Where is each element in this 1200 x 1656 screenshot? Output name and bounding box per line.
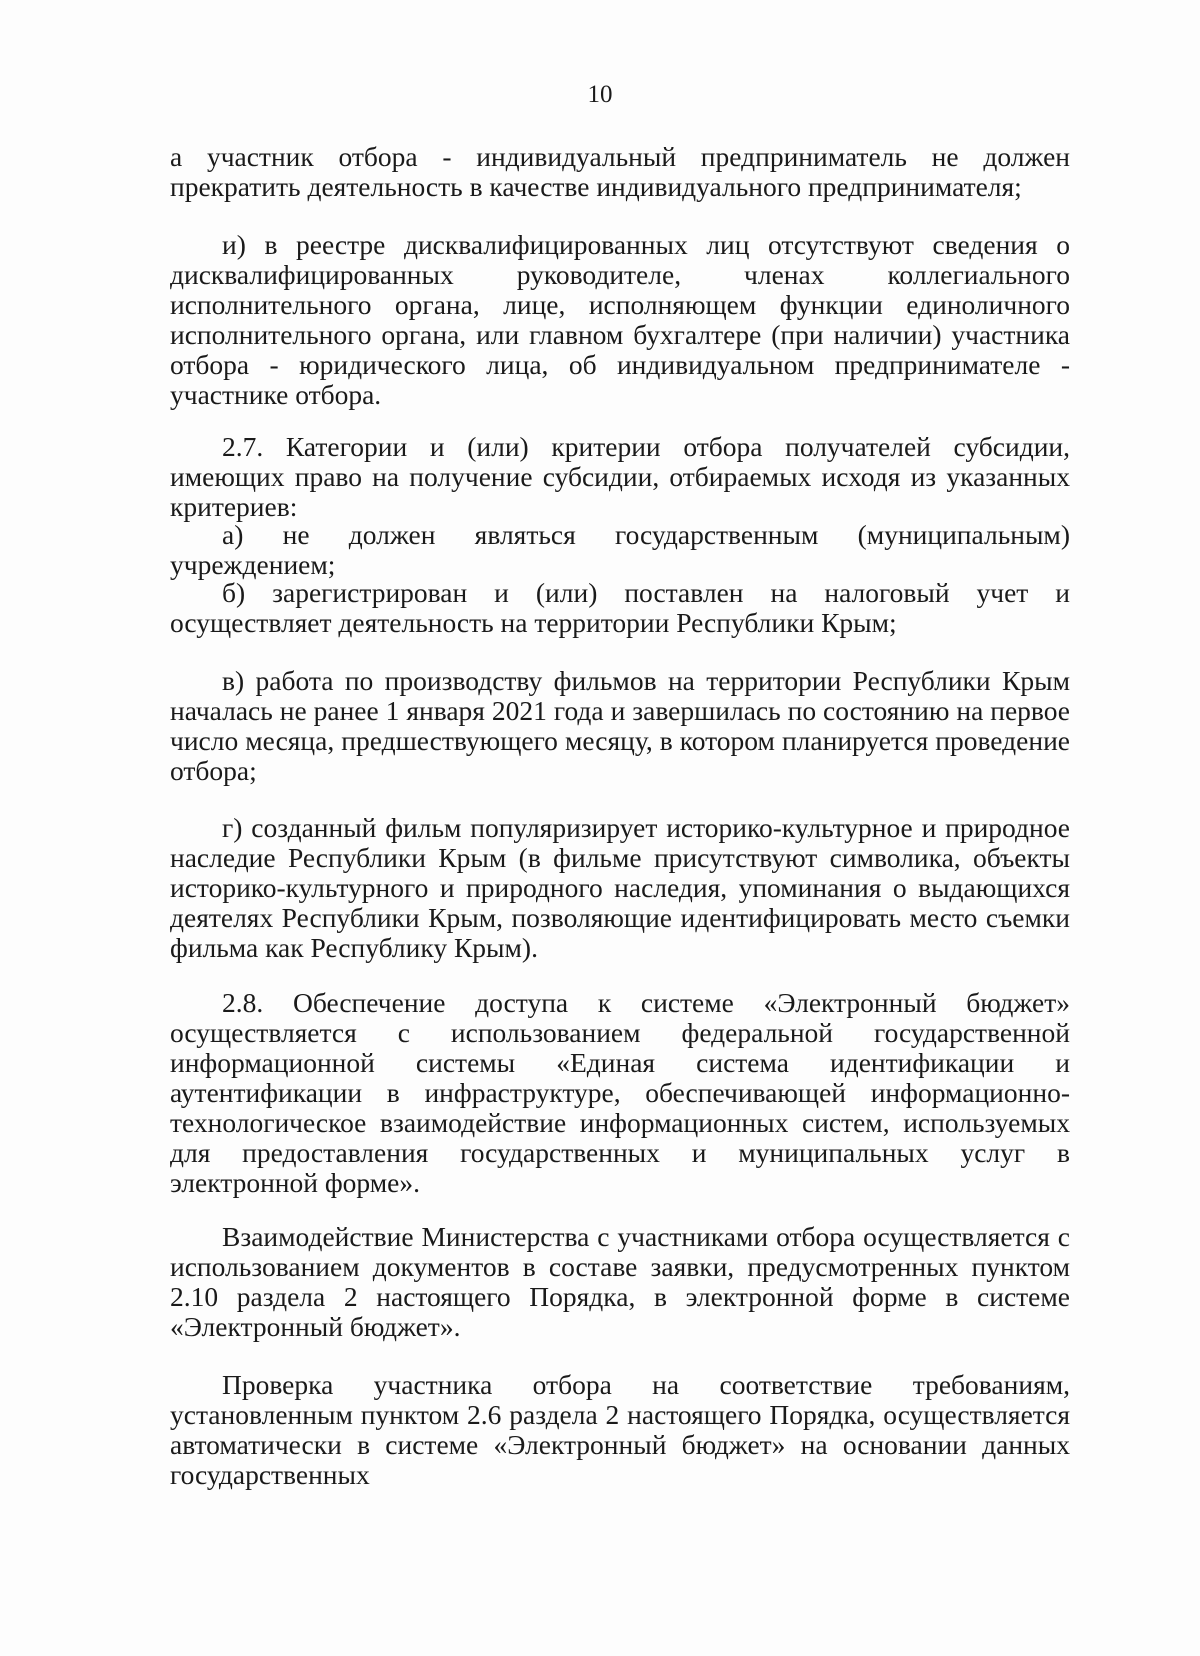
- paragraph-verification: Проверка участника отбора на соответствие требованиям, установленным пунктом 2.6 раздела 2 настоящего Порядка, осуществляется автоматически в системе «Электронный бюджет» на основании данных государственных: [170, 1369, 1070, 1490]
- paragraph-item-b: б) зарегистрирован и (или) поставлен на налоговый учет и осуществляет деятельность на территории Республики Крым;: [170, 577, 1070, 638]
- paragraph-item-v: в) работа по производству фильмов на территории Республики Крым началась не ранее 1 января 2021 года и завершилась по состоянию на первое число месяца, предшествующего месяцу, в котором планируется проведение отбора;: [170, 665, 1070, 786]
- paragraph-2-7: 2.7. Категории и (или) критерии отбора получателей субсидии, имеющих право на получение субсидии, отбираемых исходя из указанных критериев:: [170, 431, 1070, 522]
- paragraph-continuation: а участник отбора - индивидуальный предприниматель не должен прекратить деятельность в качестве индивидуального предпринимателя;: [170, 141, 1070, 202]
- paragraph-item-i: и) в реестре дисквалифицированных лиц отсутствуют сведения о дисквалифицированных руководителе, членах коллегиального исполнительного органа, лице, исполняющем функции единоличного исполнительного органа, или главном бухгалтере (при наличии) участника отбора - юридического лица, об индивидуальном предпринимателе - участнике отбора.: [170, 229, 1070, 410]
- paragraph-item-g: г) созданный фильм популяризирует историко-культурное и природное наследие Республики Крым (в фильме присутствуют символика, объекты историко-культурного и природного наследия, упоминания о выдающихся деятелях Республики Крым, позволяющие идентифицировать место съемки фильма как Республику Крым).: [170, 812, 1070, 963]
- paragraph-item-a: а) не должен являться государственным (муниципальным) учреждением;: [170, 519, 1070, 580]
- page-number: 10: [587, 81, 613, 108]
- paragraph-interaction: Взаимодействие Министерства с участниками отбора осуществляется с использованием документов в составе заявки, предусмотренных пунктом 2.10 раздела 2 настоящего Порядка, в электронной форме в системе «Электронный бюджет».: [170, 1221, 1070, 1342]
- paragraph-2-8: 2.8. Обеспечение доступа к системе «Электронный бюджет» осуществляется с использованием федеральной государственной информационной системы «Единая система идентификации и аутентификации в инфраструктуре, обеспечивающей информационно-технологическое взаимодействие информационных систем, используемых для предоставления государственных и муниципальных услуг в электронной форме».: [170, 987, 1070, 1198]
